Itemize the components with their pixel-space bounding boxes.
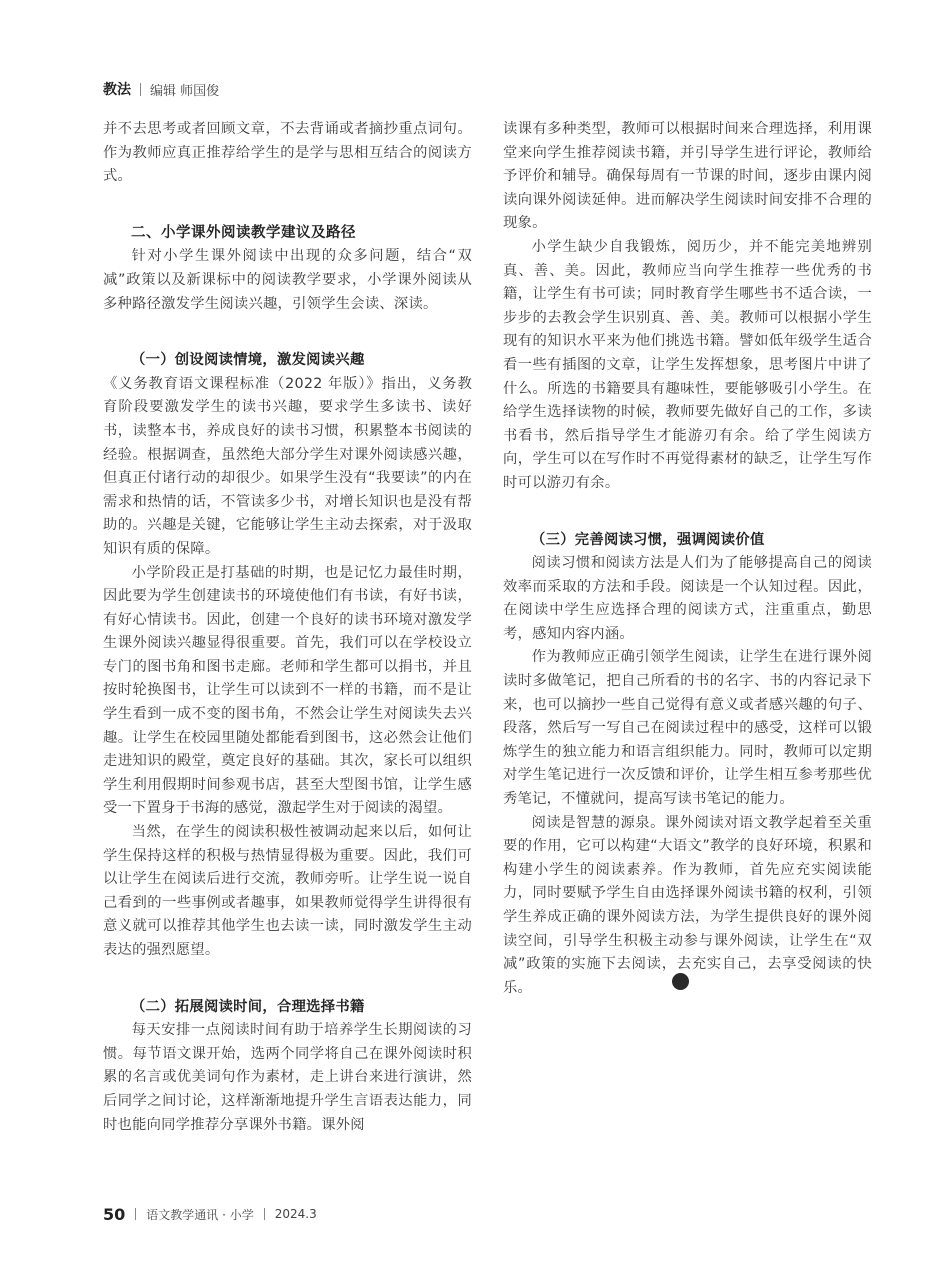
page-header — [103, 79, 219, 99]
section-title: 教法 — [103, 82, 131, 98]
left-column — [103, 118, 472, 1137]
footer-divider — [264, 1208, 265, 1220]
page-footer — [103, 1204, 317, 1224]
paragraph: 小学生缺少自我锻炼，阅历少，并不能完美地辨别真、善、美。因此，教师应当向学生推荐一些优秀的书籍，让学生有书可读；同时教育学生哪些书不适合读，一步步的去教会学生识别真、善、美。教师可以根据小学生现有的知识水平来为他们挑选书籍。譬如低年级学生适合看一些有插图的文章，让学生发挥想象，思考图片中讲了什么。所选的书籍要具有趣味性，要能够吸引小学生。在给学生选择读物的时候，教师要先做好自己的工作，多读书看书，然后指导学生才能游刃有余。给了学生阅读方向，学生可以在写作时不再觉得素材的缺乏，让学生写作时可以游刃有余。 — [503, 238, 872, 491]
subheading-1: （一）创设阅读情境，激发阅读兴趣 — [131, 352, 365, 369]
header-divider — [140, 83, 141, 96]
final-paragraph-text: 阅读是智慧的源泉。课外阅读对语文教学起着至关重要的作用，它可以构建“大语文”教学的良好环境，积累和构建小学生的阅读素养。作为教师，首先应充实阅读能力，同时要赋予学生自由选择课外阅读书籍的权利，引领学生养成正确的课外阅读方法，为学生提供良好的课外阅读空间，引导学生积极主动参与课外阅读，让学生在“双减”政策的实施下去阅读，去充实自己，去享受阅读的快乐。 — [503, 814, 872, 996]
continued-paragraph: 读课有多种类型，教师可以根据时间来合理选择，利用课堂来向学生推荐阅读书籍，并引导学生进行评论，教师给予评价和辅导。确保每周有一节课的时间，逐步由课内阅读向课外阅读延伸。进而解决学生阅读时间安排不合理的现象。 — [503, 121, 872, 232]
right-column — [503, 118, 872, 1000]
paragraph — [503, 812, 872, 1001]
continued-paragraph: 并不去思考或者回顾文章，不去背诵或者摘抄重点词句。作为教师应真正推荐给学生的是学与思相互结合的阅读方式。 — [103, 121, 472, 185]
footer-divider — [135, 1208, 136, 1220]
section-heading-2: 二、小学课外阅读教学建议及路径 — [131, 224, 356, 241]
subheading-2: （二）拓展阅读时间，合理选择书籍 — [131, 998, 365, 1015]
paragraph: 阅读习惯和阅读方法是人们为了能够提高自己的阅读效率而采取的方法和手段。阅读是一个认知过程。因此，在阅读中学生应选择合理的阅读方式，注重重点，勤思考，感知内容内涵。 — [503, 555, 872, 642]
subheading-3: （三）完善阅读习惯，强调阅读价值 — [531, 531, 765, 548]
paragraph: 针对小学生课外阅读中出现的众多问题，结合“双减”政策以及新课标中的阅读教学要求，小学课外阅读从多种路径激发学生阅读兴趣，引领学生会读、深读。 — [103, 248, 472, 312]
editor-credit: 编辑 师国俊 — [150, 83, 220, 99]
paragraph: 小学阶段正是打基础的时期，也是记忆力最佳时期，因此要为学生创建读书的环境使他们有书读，有好书读，有好心情读书。因此，创建一个良好的读书环境对激发学生课外阅读兴趣显得很重要。首先，我们可以在学校设立专门的图书角和图书走廊。老师和学生都可以捐书，并且按时轮换图书，让学生可以读到不一样的书籍，而不是让学生看到一成不变的图书角，不然会让学生对阅读失去兴趣。让学生在校园里随处都能看到图书，这必然会让他们走进知识的殿堂，奠定良好的基础。其次，家长可以组织学生利用假期时间参观书店，甚至大型图书馆，让学生感受一下置身于书海的感觉，激起学生对于阅读的渴望。 — [103, 564, 472, 817]
issue-number: 2024.3 — [274, 1207, 317, 1221]
paragraph: 作为教师应正确引领学生阅读，让学生在进行课外阅读时多做笔记，把自己所看的书的名字、书的内容记录下来，也可以摘抄一些自己觉得有意义或者感兴趣的句子、段落，然后写一写自己在阅读过程中的感受，这样可以锻炼学生的独立能力和语言组织能力。同时，教师可以定期对学生笔记进行一次反馈和评价，让学生相互参考那些优秀笔记，不懂就问，提高写读书笔记的能力。 — [503, 649, 872, 808]
page-number: 50 — [103, 1204, 126, 1224]
paragraph: 《义务教育语文课程标准（2022 年版）》指出，义务教育阶段要激发学生的读书兴趣，要求学生多读书、读好书，读整本书，养成良好的读书习惯，积累整本书阅读的经验。根据调查，虽然绝大部分学生对课外阅读感兴趣，但真正付诸行动的却很少。如果学生没有“我要读”的内在需求和热情的话，不管读多少书，对增长知识也是没有帮助的。兴趣是关键，它能够让学生主动去探索，对于汲取知识有质的保障。 — [103, 375, 472, 557]
paragraph: 当然，在学生的阅读积极性被调动起来以后，如何让学生保持这样的积极与热情显得极为重要。因此，我们可以让学生在阅读后进行交流，教师旁听。让学生说一说自己看到的一些事例或者趣事，如果教师觉得学生讲得很有意义就可以推荐其他学生也去读一读，同时激发学生主动表达的强烈愿望。 — [103, 824, 472, 958]
article-end-icon: ✎ — [672, 973, 689, 990]
journal-name: 语文教学通讯 · 小学 — [146, 1207, 254, 1222]
paragraph: 每天安排一点阅读时间有助于培养学生长期阅读的习惯。每节语文课开始，选两个同学将自己在课外阅读时积累的名言或优美词句作为素材，走上讲台来进行演讲，然后同学之间讨论，这样渐渐地提升学生言语表达能力，同时也能向同学推荐分享课外书籍。课外阅 — [103, 1022, 472, 1133]
